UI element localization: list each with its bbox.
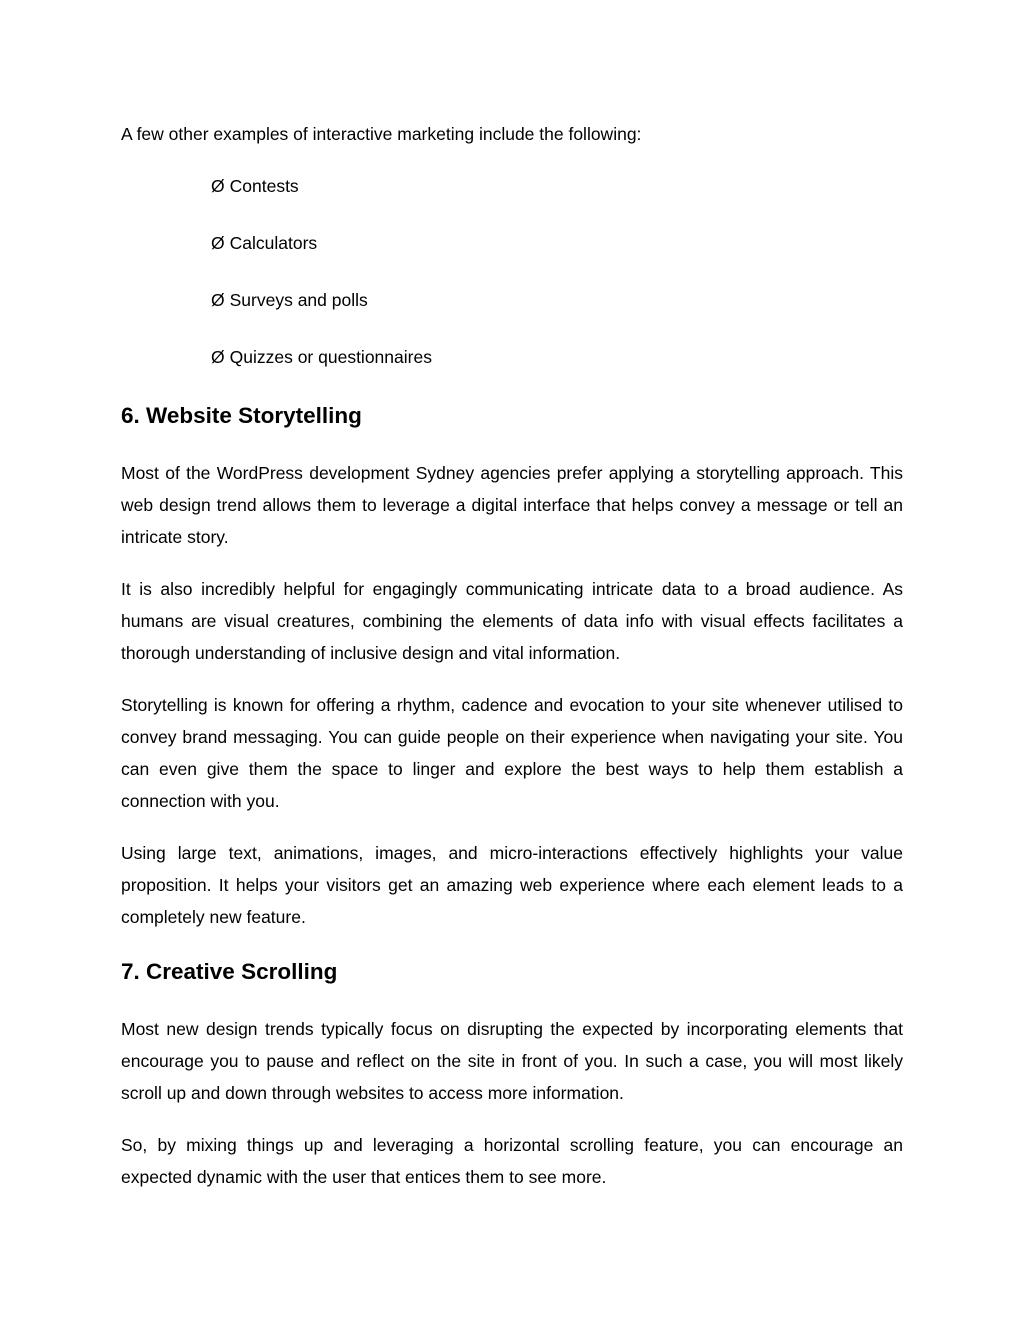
body-paragraph: Most new design trends typically focus on disrupting the expected by incorporating elements that encourage you to pause and reflect on the site in front of you. In such a case, you will most likely scroll up and down through websites to access more information. — [121, 1019, 903, 1103]
list-item-text: Quizzes or questionnaires — [229, 347, 432, 367]
body-paragraph: It is also incredibly helpful for engagingly communicating intricate data to a broad audience. As humans are visual creatures, combining the elements of data info with visual effects facilitates a thorough understanding of inclusive design and vital information. — [121, 579, 903, 663]
body-paragraph: Most of the WordPress development Sydney agencies prefer applying a storytelling approach. This web design trend allows them to leverage a digital interface that helps convey a message or tell an intricate story. — [121, 463, 903, 547]
body-paragraph: Storytelling is known for offering a rhythm, cadence and evocation to your site whenever utilised to convey brand messaging. You can guide people on their experience when navigating your site. You can even give them the space to linger and explore the best ways to help them establish a connection with you. — [121, 695, 903, 811]
list-item — [211, 227, 903, 259]
list-item — [211, 170, 903, 202]
body-paragraph: Using large text, animations, images, and micro-interactions effectively highlights your value proposition. It helps your visitors get an amazing web experience where each element leads to a completely new feature. — [121, 843, 903, 927]
document-page — [121, 118, 903, 1193]
section-heading-website-storytelling: 6. Website Storytelling — [121, 403, 362, 428]
bullet-glyph: Ø — [211, 347, 225, 367]
bullet-glyph: Ø — [211, 176, 225, 196]
bullet-glyph: Ø — [211, 233, 225, 253]
section-heading-creative-scrolling: 7. Creative Scrolling — [121, 959, 338, 984]
list-item — [211, 284, 903, 316]
list-item-text: Contests — [229, 176, 299, 196]
body-paragraph: So, by mixing things up and leveraging a horizontal scrolling feature, you can encourage an expected dynamic with the user that entices them to see more. — [121, 1135, 903, 1187]
list-item-text: Calculators — [229, 233, 318, 253]
list-item — [211, 341, 903, 373]
examples-list — [121, 170, 903, 373]
list-item-text: Surveys and polls — [229, 290, 368, 310]
bullet-glyph: Ø — [211, 290, 225, 310]
intro-paragraph: A few other examples of interactive marketing include the following: — [121, 124, 642, 144]
